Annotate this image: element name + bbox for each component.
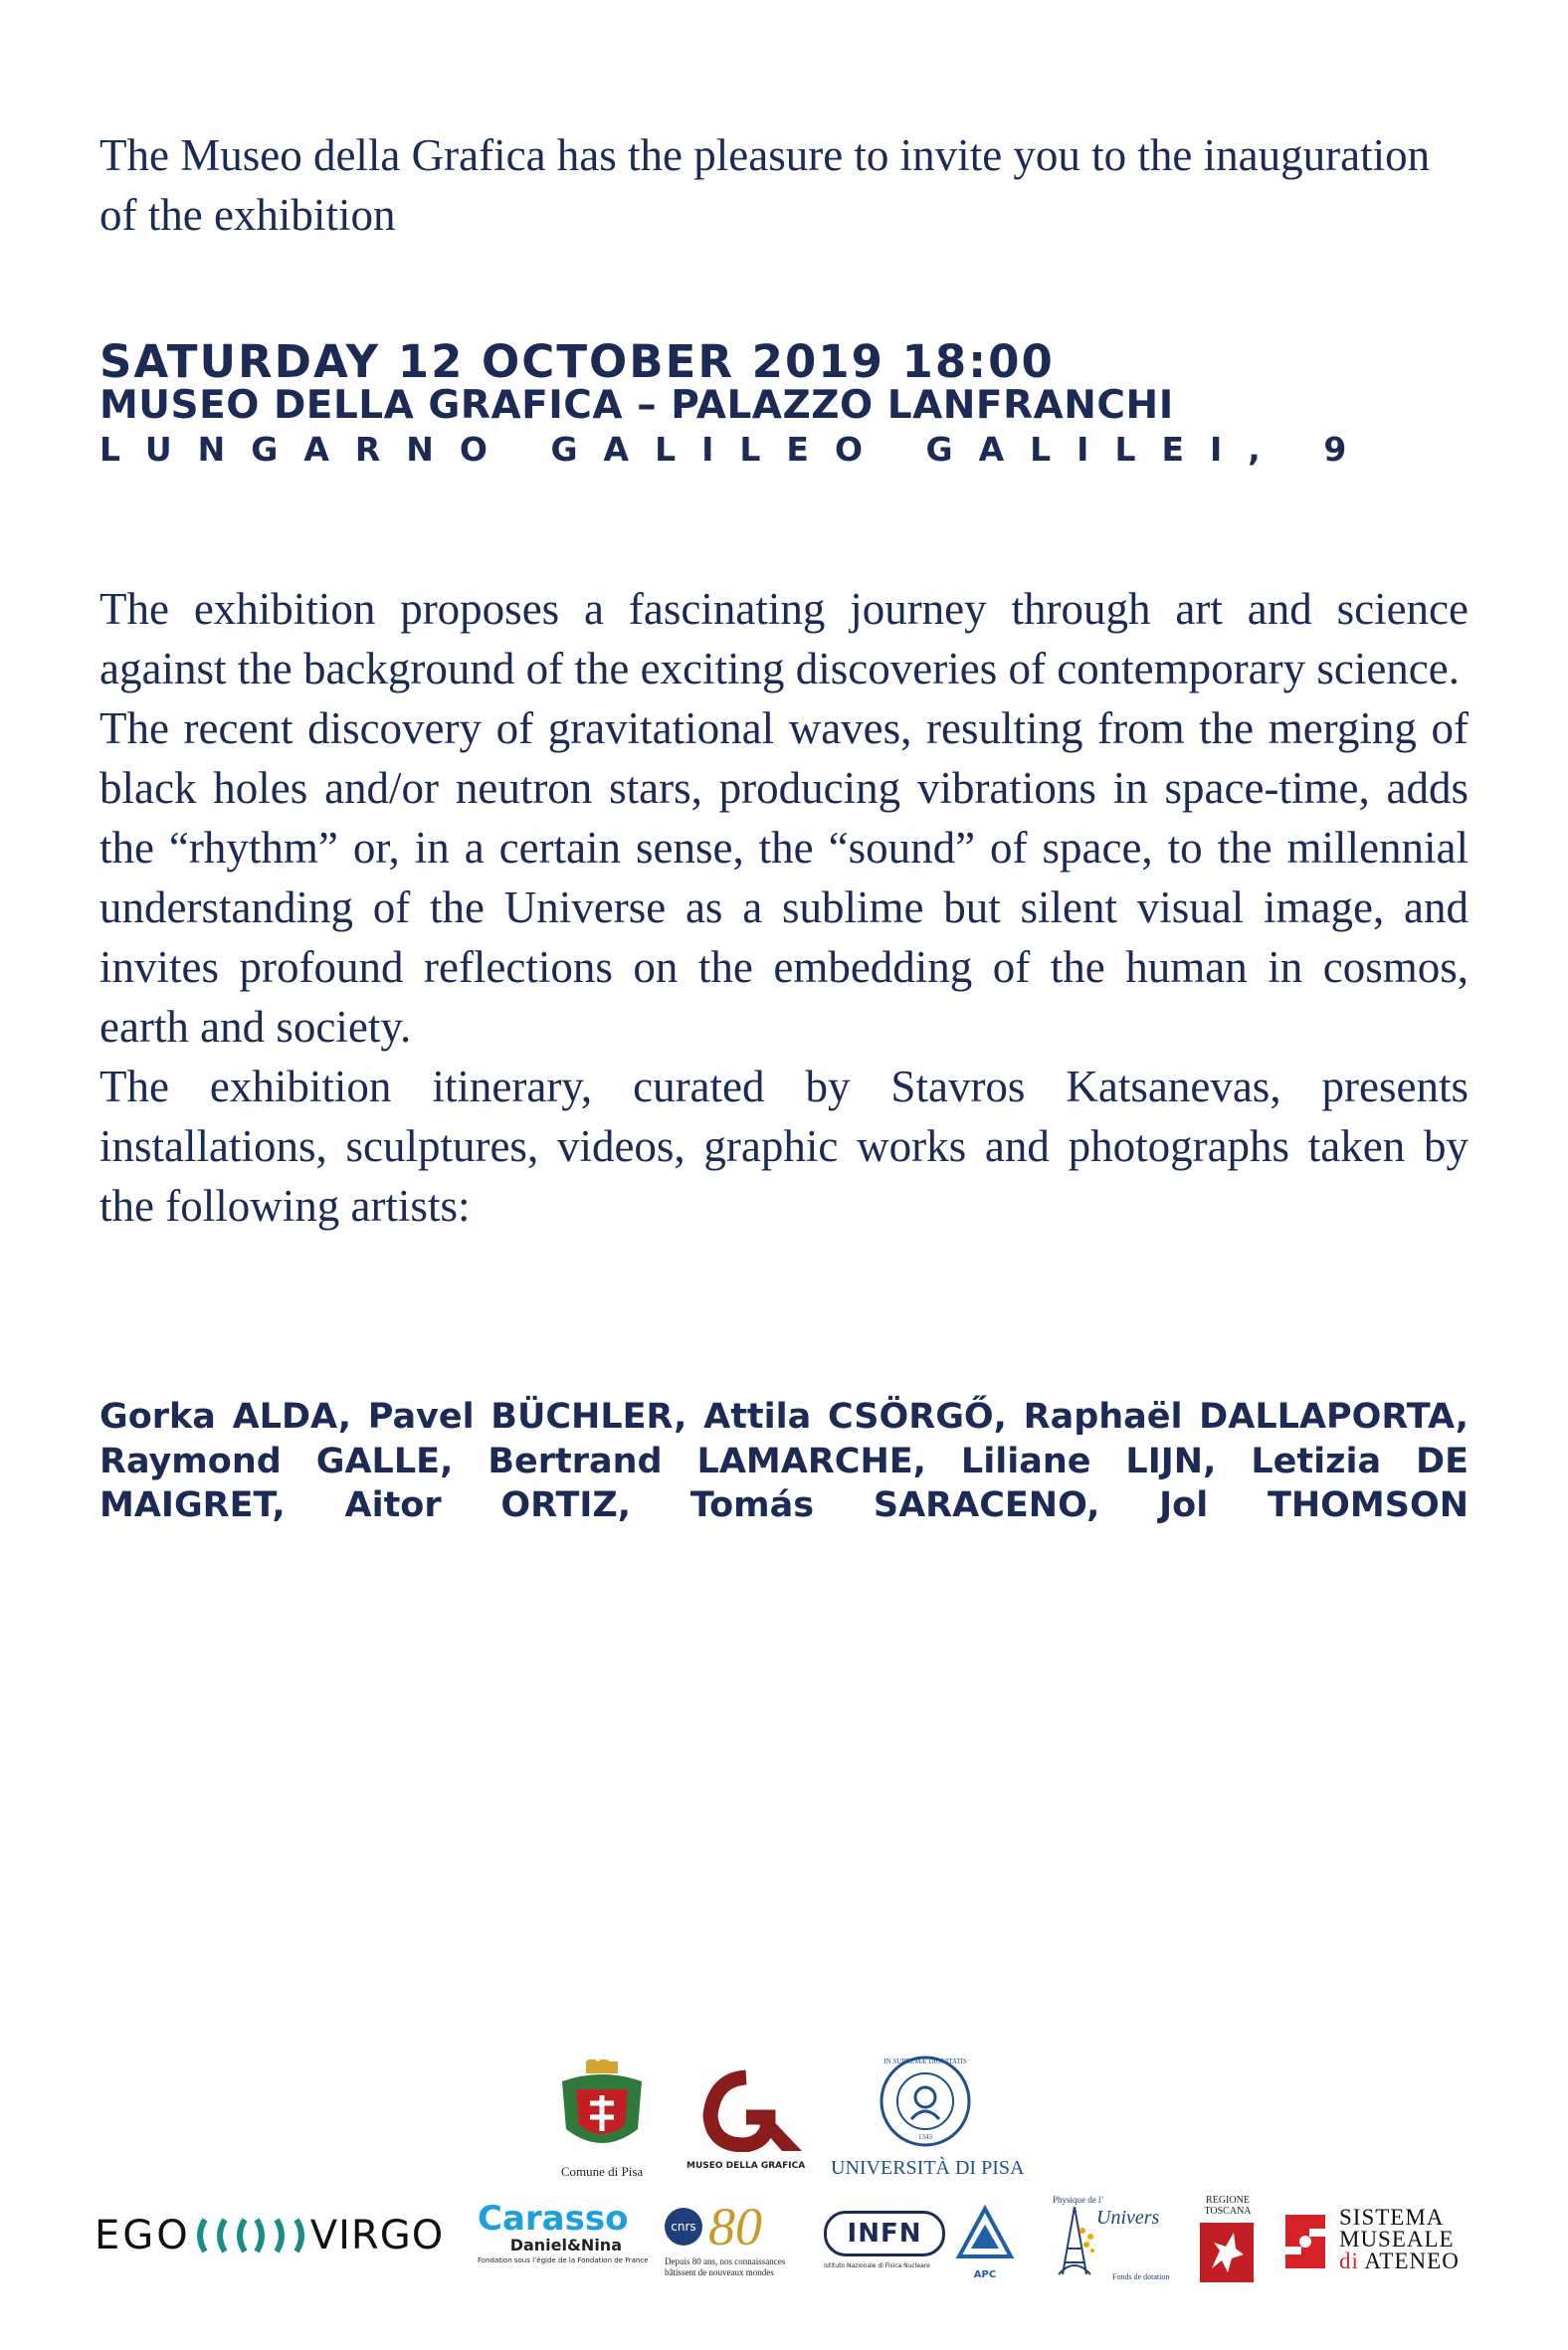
ego-virgo-logo-icon xyxy=(191,2214,310,2257)
unipi-seal-text: IN SUPREMÆ DIGNITATIS xyxy=(883,2057,967,2065)
description-paragraph: The exhibition proposes a fascinating journey through art and science against the background of the exciting discoveries of contemporary science. xyxy=(99,584,1469,693)
artists-list: Gorka ALDA, Pavel BÜCHLER, Attila CSÖRGŐ, Raphaël DALLAPORTA, Raymond GALLE, Bertrand LAMARCHE, Liliane LIJN, Letizia DE MAIGRET, Aitor ORTIZ, Tomás SARACENO, Jol THOMSON xyxy=(99,1397,1469,1525)
physique-univers-logo-icon xyxy=(1053,2205,1096,2276)
event-details xyxy=(99,335,1469,472)
intro-text: The Museo della Grafica has the pleasure to invite you to the inauguration of the exhibition xyxy=(99,130,1431,240)
virgo-text: VIRGO xyxy=(309,2213,445,2258)
regione-toscana-logo xyxy=(1198,2195,1258,2290)
infn-name: INFN xyxy=(847,2219,922,2249)
description-paragraph: The exhibition itinerary, curated by Stavros Katsanevas, presents installations, sculptures, videos, graphic works and photographs taken by the following artists: xyxy=(99,1062,1469,1231)
carasso-sub: Daniel&Nina xyxy=(509,2236,622,2254)
comune-di-pisa-crest-icon xyxy=(542,2059,662,2159)
regione-toscana-pegasus-icon xyxy=(1198,2221,1256,2284)
cnrs-80: 80 xyxy=(708,2197,762,2256)
ego-virgo-logo xyxy=(95,2211,468,2260)
museo-della-grafica-g-icon xyxy=(686,2067,806,2152)
apc-logo xyxy=(955,2205,1015,2280)
regione-line2: TOSCANA xyxy=(1204,2206,1252,2217)
ego-text: EGO xyxy=(95,2213,191,2258)
carasso-logo-icon: Carasso xyxy=(478,2199,629,2239)
unipi-seal-year: 1343 xyxy=(918,2133,932,2141)
cnrs-80-logo-icon xyxy=(665,2208,702,2246)
sistema-line3-ateneo: ATENEO xyxy=(1364,2249,1460,2273)
comune-di-pisa-caption: Comune di Pisa xyxy=(560,2164,644,2179)
unipi-caption: UNIVERSITÀ DI PISA xyxy=(831,2157,1025,2179)
comune-di-pisa-logo xyxy=(542,2059,662,2179)
sistema-line3-di: di xyxy=(1339,2249,1359,2273)
sistema-line1: SISTEMA xyxy=(1339,2205,1445,2230)
univers-name: Univers xyxy=(1096,2207,1160,2229)
regione-line1: REGIONE xyxy=(1206,2195,1250,2206)
exhibition-description xyxy=(99,579,1469,1236)
sistema-line2: MUSEALE xyxy=(1339,2227,1455,2252)
apc-text: APC xyxy=(973,2269,997,2280)
event-address: LUNGARNO GALILEO GALILEI, 9 xyxy=(99,430,1373,469)
cnrs-badge: cnrs xyxy=(671,2220,696,2234)
infn-logo xyxy=(824,2211,953,2280)
univers-caption: Fonds de dotation xyxy=(1112,2272,1170,2281)
carasso-logo xyxy=(478,2199,649,2280)
apc-logo-icon xyxy=(955,2205,1015,2264)
infn-logo-icon xyxy=(824,2211,945,2256)
description-paragraph: The recent discovery of gravitational waves, resulting from the merging of black holes and/or neutron stars, producing vibrations in space-time, adds the “rhythm” or, in a certain sense, the “sound” of space, to the millennial understanding of the Universe as a sublime but silent visual image, and invites profound reflections on the embedding of the human in cosmos, earth and society. xyxy=(99,703,1469,1052)
universita-di-pisa-logo xyxy=(831,2052,1025,2181)
cnrs-logo xyxy=(665,2199,824,2288)
sistema-museale-logo-icon xyxy=(1275,2207,1335,2276)
infn-caption: Istituto Nazionale di Fisica Nucleare xyxy=(824,2262,930,2269)
event-venue: MUSEO DELLA GRAFICA – PALAZZO LANFRANCHI xyxy=(99,383,1174,428)
univers-top: Physique de l’ xyxy=(1053,2195,1104,2205)
museo-caption: MUSEO DELLA GRAFICA xyxy=(686,2161,806,2171)
event-date-time: SATURDAY 12 OCTOBER 2019 18:00 xyxy=(99,335,1055,388)
cnrs-caption: Depuis 80 ans, nos connaissances bâtissent de nouveaux mondes xyxy=(665,2256,786,2277)
sistema-museale-logo xyxy=(1275,2207,1470,2282)
carasso-caption: Fondation sous l’égide de la Fondation de France xyxy=(478,2256,649,2264)
museo-della-grafica-logo xyxy=(686,2067,836,2177)
physique-univers-logo xyxy=(1053,2195,1182,2288)
